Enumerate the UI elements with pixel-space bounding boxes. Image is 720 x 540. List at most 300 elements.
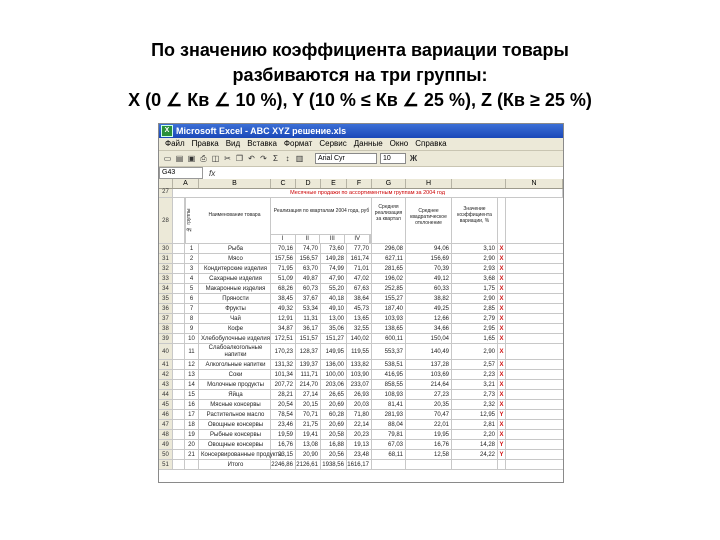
header-std-dev[interactable]: Среднее квадратическое отклонение (406, 198, 452, 243)
cell-product-name[interactable]: Чай (199, 314, 271, 323)
cell-xyz-group[interactable]: Y (498, 450, 506, 459)
cell-a[interactable] (173, 294, 185, 303)
sheet-title[interactable]: Месячные продажи по ассортиментным группам за 2004 год (173, 189, 563, 197)
cell-q3[interactable]: 149,28 (321, 254, 347, 263)
cell-q3[interactable]: 74,99 (321, 264, 347, 273)
cell-xyz-group[interactable]: X (498, 360, 506, 369)
cell-q2[interactable]: 27,14 (296, 390, 321, 399)
cell-std-dev[interactable]: 70,39 (406, 264, 452, 273)
cell-xyz-group[interactable]: X (498, 294, 506, 303)
cell-xyz-group[interactable]: X (498, 430, 506, 439)
cell-average[interactable]: 252,85 (372, 284, 406, 293)
preview-icon[interactable]: ◫ (211, 154, 220, 163)
cell-average[interactable]: 600,11 (372, 334, 406, 343)
cell-q1[interactable]: 131,32 (271, 360, 296, 369)
font-name-field[interactable]: Arial Cyr (315, 153, 377, 164)
cell-q2[interactable]: 70,71 (296, 410, 321, 419)
cell-xyz-group[interactable]: X (498, 304, 506, 313)
cell-std-dev[interactable]: 16,76 (406, 440, 452, 449)
cell-variation[interactable]: 2,95 (452, 324, 498, 333)
cell-product-name[interactable]: Сахарные изделия (199, 274, 271, 283)
column-header[interactable]: A (173, 179, 199, 188)
copy-icon[interactable]: ❐ (235, 154, 244, 163)
cell-a[interactable] (173, 314, 185, 323)
cell-xyz-group[interactable]: X (498, 274, 506, 283)
cell-product-name[interactable]: Мясные консервы (199, 400, 271, 409)
sort-icon[interactable]: ↕ (285, 154, 290, 163)
cell-std-dev[interactable]: 60,33 (406, 284, 452, 293)
cell-std-dev[interactable]: 94,06 (406, 244, 452, 253)
cell-q2[interactable]: 214,70 (296, 380, 321, 389)
cell-xyz-group[interactable]: X (498, 334, 506, 343)
cell-q4[interactable]: 20,03 (347, 400, 372, 409)
menu-item[interactable]: Правка (191, 139, 219, 148)
header-variation[interactable]: Значение коэффициента вариации, % (452, 198, 498, 243)
cell-a[interactable] (173, 370, 185, 379)
cell-xyz-group[interactable]: X (498, 370, 506, 379)
cell-product-name[interactable]: Кондитерские изделия (199, 264, 271, 273)
cell-product-name[interactable]: Итого (199, 460, 271, 469)
cell-variation[interactable]: 2,90 (452, 254, 498, 263)
cell-std-dev[interactable]: 38,82 (406, 294, 452, 303)
cell-std-dev[interactable]: 49,12 (406, 274, 452, 283)
cell-variation[interactable]: 3,10 (452, 244, 498, 253)
cell-q3[interactable]: 203,06 (321, 380, 347, 389)
cell-group-number[interactable]: 3 (185, 264, 199, 273)
cell-a[interactable] (173, 324, 185, 333)
save-icon[interactable]: ▣ (187, 154, 196, 163)
cell-average[interactable]: 108,93 (372, 390, 406, 399)
cell-q1[interactable]: 28,21 (271, 390, 296, 399)
cell-xyz-group[interactable]: Y (498, 410, 506, 419)
cell-q4[interactable]: 1616,17 (347, 460, 372, 469)
cell-q2[interactable]: 128,37 (296, 344, 321, 359)
cell-std-dev[interactable]: 140,49 (406, 344, 452, 359)
cell-q4[interactable]: 26,93 (347, 390, 372, 399)
cell-average[interactable]: 155,27 (372, 294, 406, 303)
cell-average[interactable]: 416,95 (372, 370, 406, 379)
autosum-icon[interactable]: Σ (273, 154, 278, 163)
cell-q3[interactable]: 47,90 (321, 274, 347, 283)
function-icon[interactable]: fx (209, 168, 216, 178)
cell-q2[interactable]: 151,57 (296, 334, 321, 343)
cell-q4[interactable]: 38,64 (347, 294, 372, 303)
cell-variation[interactable]: 1,75 (452, 284, 498, 293)
cell-group-number[interactable]: 18 (185, 420, 199, 429)
cell-variation[interactable]: 2,79 (452, 314, 498, 323)
cell-q3[interactable]: 136,00 (321, 360, 347, 369)
cell-q4[interactable]: 71,01 (347, 264, 372, 273)
cell-group-number[interactable]: 1 (185, 244, 199, 253)
cell-q1[interactable]: 170,23 (271, 344, 296, 359)
cell-std-dev[interactable]: 20,35 (406, 400, 452, 409)
cell-product-name[interactable]: Мясо (199, 254, 271, 263)
cell-q2[interactable]: 11,31 (296, 314, 321, 323)
name-box[interactable]: G43 (159, 167, 203, 179)
cell-q1[interactable]: 172,51 (271, 334, 296, 343)
cell-variation[interactable]: 2,90 (452, 344, 498, 359)
cell-a[interactable] (173, 420, 185, 429)
cell-q4[interactable]: 71,80 (347, 410, 372, 419)
cell-average[interactable]: 627,11 (372, 254, 406, 263)
cell-product-name[interactable]: Яйца (199, 390, 271, 399)
cell-q2[interactable]: 139,37 (296, 360, 321, 369)
cell-q3[interactable]: 35,06 (321, 324, 347, 333)
cell-group-number[interactable]: 6 (185, 294, 199, 303)
cell-average[interactable]: 138,65 (372, 324, 406, 333)
cell-xyz-group[interactable] (498, 460, 506, 469)
cell-q1[interactable]: 23,15 (271, 450, 296, 459)
cell-average[interactable]: 296,08 (372, 244, 406, 253)
cell-variation[interactable]: 3,68 (452, 274, 498, 283)
cell-q3[interactable]: 100,00 (321, 370, 347, 379)
menu-item[interactable]: Файл (165, 139, 185, 148)
cell-average[interactable]: 553,37 (372, 344, 406, 359)
column-header[interactable]: N (506, 179, 563, 188)
row-number: 38 (159, 324, 173, 333)
cell-q3[interactable]: 149,95 (321, 344, 347, 359)
cell-xyz-group[interactable]: X (498, 380, 506, 389)
cell-variation[interactable]: 2,57 (452, 360, 498, 369)
cell-xyz-group[interactable]: X (498, 284, 506, 293)
cell-q4[interactable]: 103,90 (347, 370, 372, 379)
quarter-header[interactable]: I (271, 235, 296, 243)
cell-a[interactable] (173, 460, 185, 469)
cell-variation[interactable]: 2,20 (452, 430, 498, 439)
cell-group-number[interactable]: 8 (185, 314, 199, 323)
cell-q3[interactable]: 73,60 (321, 244, 347, 253)
table-row (159, 370, 563, 380)
cell-q4[interactable]: 22,14 (347, 420, 372, 429)
cell-a[interactable] (173, 284, 185, 293)
cell-group-number[interactable]: 5 (185, 284, 199, 293)
cell-a[interactable] (173, 380, 185, 389)
cell-q1[interactable]: 71,95 (271, 264, 296, 273)
menu-item[interactable]: Данные (353, 139, 383, 148)
cell-group-number[interactable]: 17 (185, 410, 199, 419)
cell-variation[interactable]: 3,21 (452, 380, 498, 389)
cell-q3[interactable]: 40,18 (321, 294, 347, 303)
cell-q1[interactable]: 101,34 (271, 370, 296, 379)
cell-q4[interactable]: 77,70 (347, 244, 372, 253)
cell-q4[interactable]: 67,63 (347, 284, 372, 293)
cell-q1[interactable]: 207,72 (271, 380, 296, 389)
cell-q3[interactable]: 26,65 (321, 390, 347, 399)
cell-product-name[interactable]: Кофе (199, 324, 271, 333)
menu-item[interactable]: Вид (225, 139, 241, 148)
cell-q1[interactable]: 38,45 (271, 294, 296, 303)
cell-group-number[interactable]: 14 (185, 380, 199, 389)
cell-group-number[interactable]: 15 (185, 390, 199, 399)
cell-a[interactable] (173, 410, 185, 419)
print-icon[interactable]: ⎙ (200, 154, 207, 163)
cell-variation[interactable]: 2,32 (452, 400, 498, 409)
chart-icon[interactable]: ▥ (295, 154, 304, 163)
cell-std-dev[interactable]: 214,64 (406, 380, 452, 389)
cell-a[interactable] (173, 450, 185, 459)
cell-group-number[interactable]: 4 (185, 274, 199, 283)
cell-q3[interactable]: 49,10 (321, 304, 347, 313)
cell-variation[interactable]: 2,73 (452, 390, 498, 399)
cell-xyz-group[interactable]: X (498, 324, 506, 333)
cell-q2[interactable]: 20,15 (296, 400, 321, 409)
cell-product-name[interactable]: Овощные консервы (199, 420, 271, 429)
menu-item[interactable]: Справка (415, 139, 447, 148)
cell-q2[interactable]: 37,67 (296, 294, 321, 303)
cell-average[interactable]: 103,93 (372, 314, 406, 323)
menu-item[interactable]: Окно (389, 139, 409, 148)
cell-std-dev[interactable]: 49,25 (406, 304, 452, 313)
cell-a[interactable] (173, 264, 185, 273)
cell-xyz-group[interactable]: X (498, 314, 506, 323)
cell-q4[interactable]: 119,55 (347, 344, 372, 359)
cell-q2[interactable]: 53,34 (296, 304, 321, 313)
cell-group-number[interactable]: 20 (185, 440, 199, 449)
cell-q4[interactable]: 233,07 (347, 380, 372, 389)
cell-std-dev[interactable]: 22,01 (406, 420, 452, 429)
cell-q3[interactable]: 60,28 (321, 410, 347, 419)
cell-q2[interactable]: 21,75 (296, 420, 321, 429)
cell-q4[interactable]: 45,73 (347, 304, 372, 313)
cell-product-name[interactable]: Соки (199, 370, 271, 379)
cell-q2[interactable]: 156,57 (296, 254, 321, 263)
redo-icon[interactable]: ↷ (260, 154, 267, 163)
cell-q1[interactable]: 12,91 (271, 314, 296, 323)
cell-average[interactable]: 68,11 (372, 450, 406, 459)
cell-q1[interactable]: 68,26 (271, 284, 296, 293)
column-header[interactable] (159, 179, 173, 188)
cell-a[interactable] (173, 430, 185, 439)
undo-icon[interactable]: ↶ (248, 154, 255, 163)
cell-q1[interactable]: 78,54 (271, 410, 296, 419)
cell-a[interactable] (173, 244, 185, 253)
cell-xyz-group[interactable]: X (498, 254, 506, 263)
cell-q4[interactable]: 140,02 (347, 334, 372, 343)
cell-variation[interactable]: 2,93 (452, 264, 498, 273)
cell-a[interactable] (173, 344, 185, 359)
cell-q2[interactable]: 13,08 (296, 440, 321, 449)
cell-q4[interactable]: 47,02 (347, 274, 372, 283)
quarter-header[interactable]: III (320, 235, 345, 243)
cell-average[interactable]: 858,55 (372, 380, 406, 389)
cell-std-dev[interactable]: 156,69 (406, 254, 452, 263)
cell-product-name[interactable]: Консервированные продукты (201, 452, 283, 458)
cell-std-dev[interactable]: 19,95 (406, 430, 452, 439)
cell-std-dev[interactable]: 34,66 (406, 324, 452, 333)
cell-product-name[interactable]: Рыба (199, 244, 271, 253)
cell-average[interactable]: 538,51 (372, 360, 406, 369)
cell-q1[interactable]: 51,09 (271, 274, 296, 283)
cell-variation[interactable] (452, 460, 498, 469)
cell-q3[interactable]: 20,69 (321, 420, 347, 429)
cell-average[interactable]: 81,41 (372, 400, 406, 409)
cell-average[interactable]: 67,03 (372, 440, 406, 449)
cell-q2[interactable]: 60,73 (296, 284, 321, 293)
cell-std-dev[interactable]: 150,04 (406, 334, 452, 343)
cell-q1[interactable]: 16,76 (271, 440, 296, 449)
cell-std-dev[interactable]: 27,23 (406, 390, 452, 399)
cell-q2[interactable]: 111,71 (296, 370, 321, 379)
cell-q2[interactable]: 19,41 (296, 430, 321, 439)
cell-group-number[interactable]: 7 (185, 304, 199, 313)
cell-average[interactable]: 88,04 (372, 420, 406, 429)
cell-product-name[interactable]: Растительное масло (199, 410, 271, 419)
column-header[interactable]: D (296, 179, 321, 188)
cell-q2[interactable]: 63,70 (296, 264, 321, 273)
cell-group-number[interactable]: 13 (185, 370, 199, 379)
column-header[interactable] (452, 179, 506, 188)
cell-q3[interactable]: 13,00 (321, 314, 347, 323)
cell-q1[interactable]: 2246,86 (271, 460, 296, 469)
row-number: 31 (159, 254, 173, 263)
cell-average[interactable]: 281,65 (372, 264, 406, 273)
cell-q2[interactable]: 36,17 (296, 324, 321, 333)
cell-q4[interactable]: 161,74 (347, 254, 372, 263)
cell-q2[interactable]: 49,87 (296, 274, 321, 283)
cell-q3[interactable]: 151,27 (321, 334, 347, 343)
cell-average[interactable]: 281,93 (372, 410, 406, 419)
cell-std-dev[interactable]: 12,66 (406, 314, 452, 323)
table-row (159, 304, 563, 314)
cell-variation[interactable]: 2,85 (452, 304, 498, 313)
cell-q4[interactable]: 32,55 (347, 324, 372, 333)
cell-q1[interactable]: 157,56 (271, 254, 296, 263)
menu-item[interactable]: Вставка (247, 139, 277, 148)
cell-product-name[interactable]: Рыбные консервы (199, 430, 271, 439)
cell-xyz-group[interactable]: X (498, 244, 506, 253)
cell-a[interactable] (173, 304, 185, 313)
quarter-header[interactable]: II (296, 235, 321, 243)
cell-group-number[interactable]: 10 (185, 334, 199, 343)
cell-variation[interactable]: 2,81 (452, 420, 498, 429)
cell-std-dev[interactable] (406, 460, 452, 469)
cell-q3[interactable]: 20,56 (321, 450, 347, 459)
cut-icon[interactable]: ✂ (224, 154, 231, 163)
cell-group-number[interactable]: 19 (185, 430, 199, 439)
cell-q3[interactable]: 20,58 (321, 430, 347, 439)
cell-q4[interactable]: 23,48 (347, 450, 372, 459)
cell-q1[interactable]: 20,54 (271, 400, 296, 409)
cell-q4[interactable]: 19,13 (347, 440, 372, 449)
cell-q1[interactable]: 19,59 (271, 430, 296, 439)
header-group-number[interactable]: № группы (185, 198, 199, 243)
menu-item[interactable]: Сервис (319, 139, 347, 148)
cell-variation[interactable]: 1,65 (452, 334, 498, 343)
cell-q3[interactable]: 1938,56 (321, 460, 347, 469)
cell-xyz-group[interactable]: X (498, 390, 506, 399)
cell-xyz-group[interactable]: Y (498, 440, 506, 449)
cell-average[interactable] (372, 460, 406, 469)
cell-variation[interactable]: 12,95 (452, 410, 498, 419)
cell-a[interactable] (173, 360, 185, 369)
cell-average[interactable]: 196,02 (372, 274, 406, 283)
open-folder-icon[interactable]: ▤ (175, 154, 184, 163)
cell-product-name[interactable]: Слабоалкогольные напитки (199, 344, 271, 359)
cell-group-number[interactable]: 21 (185, 450, 199, 459)
new-file-icon[interactable]: ▭ (163, 154, 172, 163)
cell-product-name[interactable]: Алкогольные напитки (199, 360, 271, 369)
cell-variation[interactable]: 2,90 (452, 294, 498, 303)
header-product-name[interactable]: Наименование товара (199, 198, 271, 243)
cell-q1[interactable]: 70,16 (271, 244, 296, 253)
cell-a[interactable] (173, 400, 185, 409)
column-header[interactable]: C (271, 179, 296, 188)
excel-titlebar[interactable] (159, 124, 563, 138)
font-size-field[interactable]: 10 (380, 153, 406, 164)
cell-xyz-group[interactable]: X (498, 264, 506, 273)
cell-variation[interactable]: 24,22 (452, 450, 498, 459)
table-row (159, 294, 563, 304)
cell-std-dev[interactable]: 137,28 (406, 360, 452, 369)
cell-average[interactable]: 187,40 (372, 304, 406, 313)
cell-product-name[interactable]: Хлебобулочные изделия (199, 334, 271, 343)
row-number: 40 (159, 344, 173, 359)
column-header[interactable]: F (347, 179, 372, 188)
cell-std-dev[interactable]: 12,58 (406, 450, 452, 459)
cell-a[interactable] (173, 254, 185, 263)
cell-std-dev[interactable]: 70,47 (406, 410, 452, 419)
cell-group-number[interactable]: 16 (185, 400, 199, 409)
cell-q4[interactable]: 20,23 (347, 430, 372, 439)
column-header[interactable]: E (321, 179, 347, 188)
cell-q3[interactable]: 20,69 (321, 400, 347, 409)
cell-xyz-group[interactable]: X (498, 344, 506, 359)
column-header[interactable]: G (372, 179, 406, 188)
header-average[interactable]: Средняя реализация за квартал (372, 198, 406, 243)
cell-q4[interactable]: 133,82 (347, 360, 372, 369)
cell-q1[interactable]: 23,46 (271, 420, 296, 429)
cell-product-name[interactable]: Овощные консервы (199, 440, 271, 449)
cell-q3[interactable]: 55,20 (321, 284, 347, 293)
cell-a[interactable] (173, 390, 185, 399)
column-header[interactable]: H (406, 179, 452, 188)
cell-product-name[interactable]: Макаронные изделия (199, 284, 271, 293)
cell-group-number[interactable]: 9 (185, 324, 199, 333)
cell-product-name[interactable]: Молочные продукты (199, 380, 271, 389)
slide-title (0, 38, 720, 113)
cell-group-number[interactable] (185, 460, 199, 469)
cell-variation[interactable]: 14,28 (452, 440, 498, 449)
header-sales[interactable]: Реализация по кварталам 2004 года, руб (273, 208, 370, 214)
quarter-header[interactable]: IV (345, 235, 370, 243)
cell-product-name[interactable]: Пряности (199, 294, 271, 303)
cell-average[interactable]: 79,81 (372, 430, 406, 439)
cell-group-number[interactable]: 11 (185, 344, 199, 359)
cell-a[interactable] (173, 334, 185, 343)
menu-item[interactable]: Формат (283, 139, 313, 148)
cell-q2[interactable]: 2126,61 (296, 460, 321, 469)
bold-icon[interactable]: Ж (409, 154, 418, 163)
cell-q1[interactable]: 34,87 (271, 324, 296, 333)
cell-group-number[interactable]: 12 (185, 360, 199, 369)
column-header[interactable]: B (199, 179, 271, 188)
cell-group-number[interactable]: 2 (185, 254, 199, 263)
cell-q1[interactable]: 49,32 (271, 304, 296, 313)
cell-a[interactable] (173, 440, 185, 449)
cell-a[interactable] (173, 274, 185, 283)
cell-q2[interactable]: 74,70 (296, 244, 321, 253)
cell-xyz-group[interactable]: X (498, 400, 506, 409)
table-row (159, 450, 563, 460)
cell-xyz-group[interactable]: X (498, 420, 506, 429)
cell-q3[interactable]: 16,88 (321, 440, 347, 449)
cell-q4[interactable]: 13,65 (347, 314, 372, 323)
cell-product-name[interactable]: Фрукты (199, 304, 271, 313)
cell-q2[interactable]: 20,90 (296, 450, 321, 459)
cell-variation[interactable]: 2,23 (452, 370, 498, 379)
toolbar (159, 151, 563, 167)
cell-std-dev[interactable]: 103,69 (406, 370, 452, 379)
